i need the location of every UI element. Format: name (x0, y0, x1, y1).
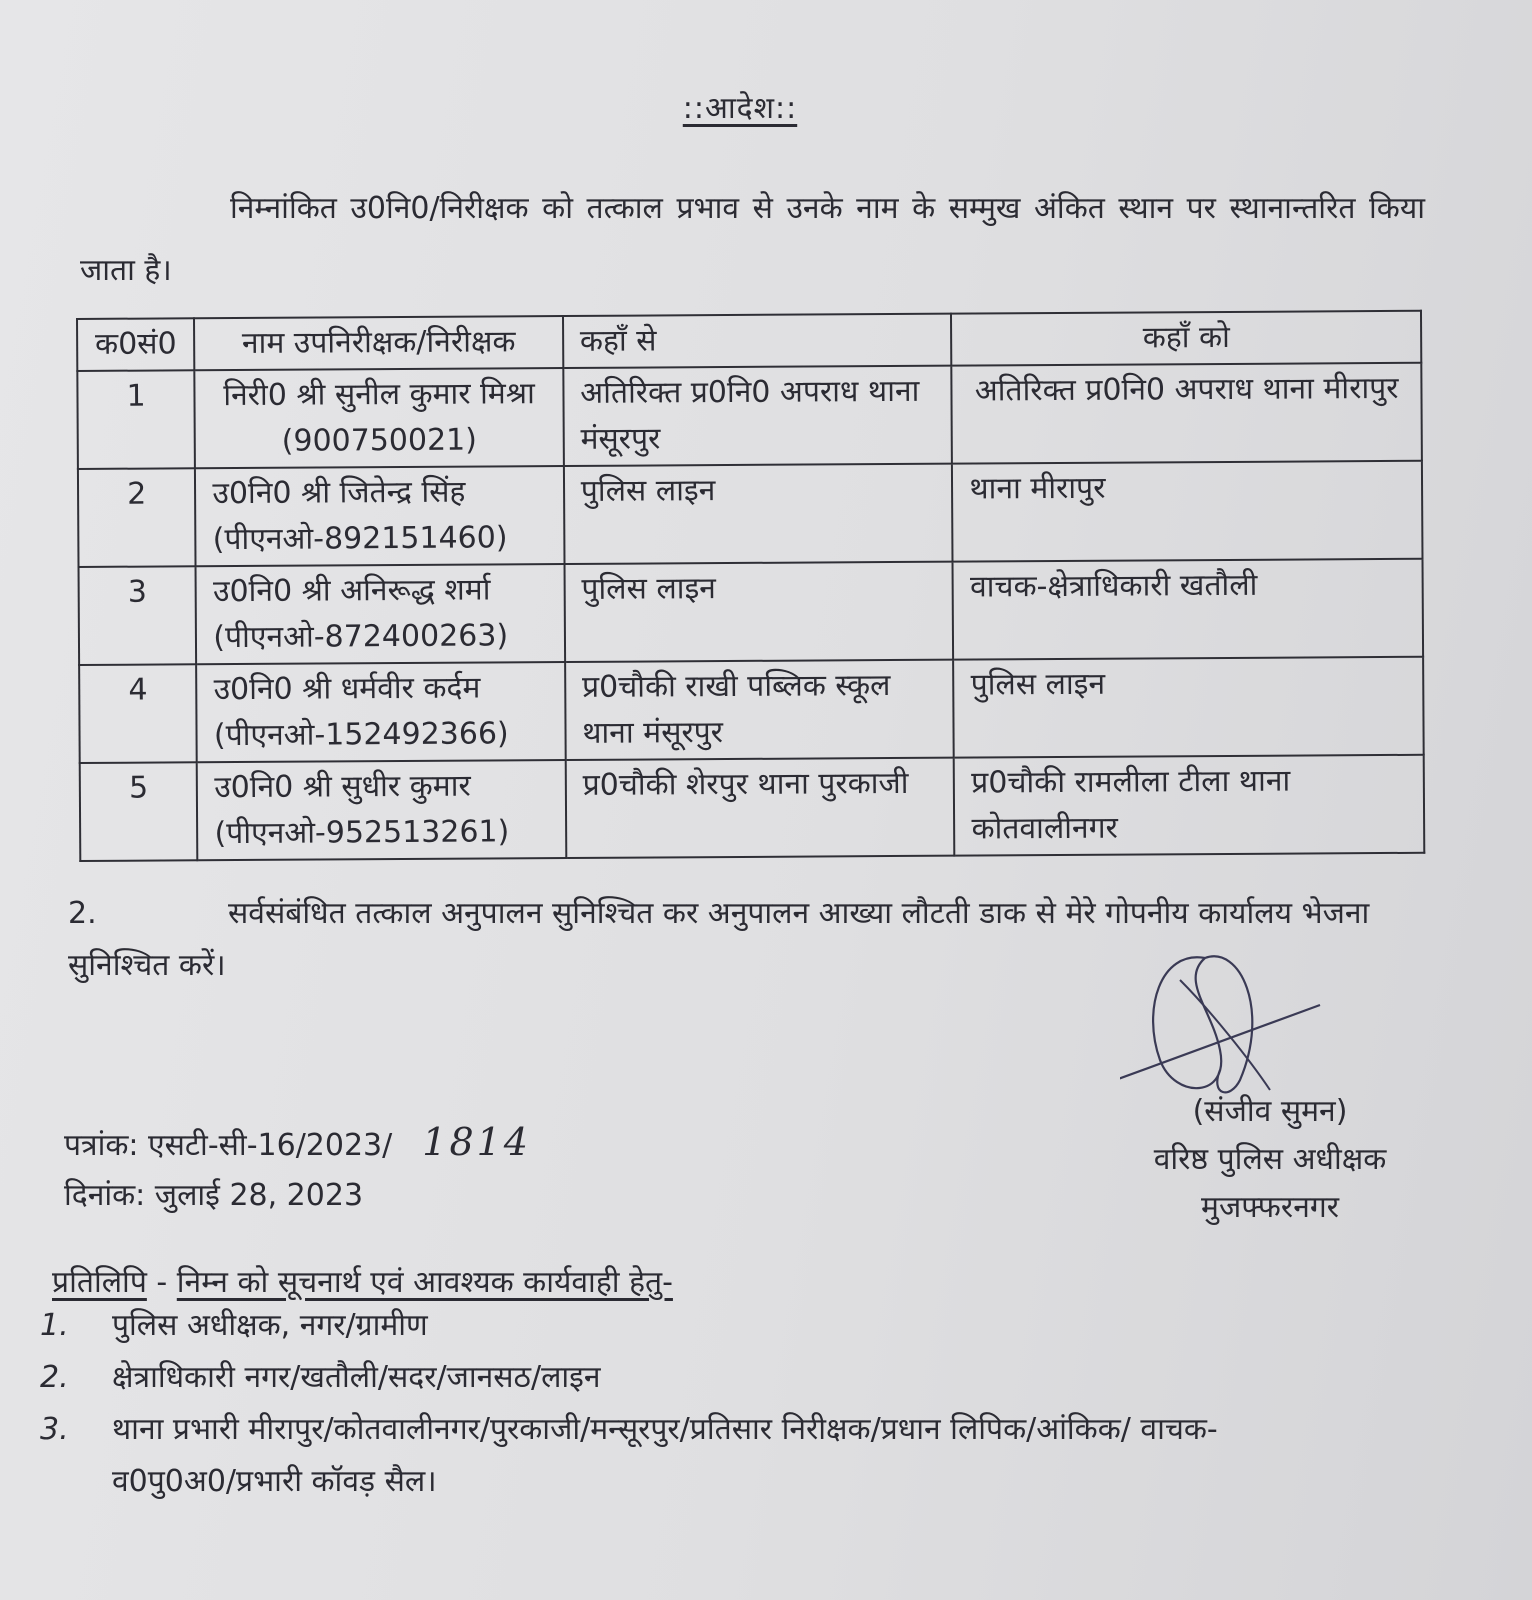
cell-from: प्र0चौकी राखी पब्लिक स्कूल थाना मंसूरपुर (565, 660, 954, 760)
letter-number (64, 1117, 531, 1171)
header-serial: क0सं0 (77, 318, 195, 371)
header-name: नाम उपनिरीक्षक/निरीक्षक (194, 316, 563, 370)
signature-icon (1120, 950, 1330, 1100)
table-row (80, 755, 1425, 861)
cell-serial: 3 (79, 566, 197, 665)
table-row (79, 559, 1424, 665)
copy-text: निम्न को सूचनार्थ एवं आवश्यक कार्यवाही हेतु- (176, 1265, 673, 1300)
cell-to: पुलिस लाइन (953, 657, 1423, 758)
officer-id: (पीएनओ-872400263) (213, 618, 509, 656)
officer-id: (पीएनओ-152492366) (213, 716, 509, 754)
list-item-text: क्षेत्राधिकारी नगर/खतौली/सदर/जानसठ/लाइन (112, 1360, 601, 1395)
officer-name: उ0नि0 श्री धर्मवीर कर्दम (213, 670, 481, 708)
handwritten-number: 1814 (422, 1120, 531, 1164)
officer-name: निरी0 श्री सुनील कुमार मिश्रा (223, 376, 535, 414)
header-from: कहॉं से (563, 314, 952, 368)
cell-name (197, 662, 566, 762)
transfer-table (76, 310, 1425, 862)
officer-id: (पीएनओ-952513261) (214, 814, 510, 852)
cell-from: प्र0चौकी शेरपुर थाना पुरकाजी (565, 758, 954, 858)
cell-serial: 4 (79, 664, 197, 763)
cell-serial: 5 (80, 762, 198, 861)
cell-from: पुलिस लाइन (564, 464, 953, 564)
cell-from: अतिरिक्त प्र0नि0 अपराध थाना मंसूरपुर (563, 366, 952, 466)
signatory-post: वरिष्ठ पुलिस अधीक्षक (1153, 1142, 1387, 1177)
officer-name: उ0नि0 श्री जितेन्द्र सिंह (212, 474, 466, 512)
order-title-text: ::आदेश:: (682, 91, 798, 126)
table-row (79, 657, 1424, 763)
list-item-number: 3. (40, 1412, 69, 1447)
intro-paragraph: निम्नांकित उ0नि0/निरीक्षक को तत्काल प्रभाव से उनके नाम के सम्मुख अंकित स्थान पर स्थानान्तरित किया जाता है। (80, 191, 1425, 288)
table-row (78, 461, 1423, 567)
cell-to: अतिरिक्त प्र0नि0 अपराध थाना मीरापुर (952, 363, 1422, 464)
cell-to: वाचक-क्षेत्राधिकारी खतौली (953, 559, 1423, 660)
list-item-number: 1. (40, 1308, 69, 1343)
paragraph-number: 2. (68, 896, 97, 931)
cell-serial: 2 (78, 468, 196, 567)
list-item (30, 1352, 1280, 1404)
cell-name (196, 564, 565, 664)
cell-name (195, 368, 564, 468)
compliance-text: सर्वसंबंधित तत्काल अनुपालन सुनिश्चित कर अनुपालन आख्या लौटती डाक से मेरे गोपनीय कार्यालय भेजना सुनिश्चित करें। (68, 896, 1370, 983)
cell-name (195, 466, 564, 566)
copy-label: प्रतिलिपि (52, 1265, 147, 1300)
list-item-text: थाना प्रभारी मीरापुर/कोतवालीनगर/पुरकाजी/मन्सूरपुर/प्रतिसार निरीक्षक/प्रधान लिपिक/आंकिक/ वाचक-व0पु0अ0/प्रभारी कॉवड़ सैल। (112, 1412, 1218, 1499)
officer-name: उ0नि0 श्री अनिरूद्ध शर्मा (212, 572, 491, 610)
order-title (0, 86, 1480, 127)
reference-block (64, 1117, 531, 1221)
signatory-block (1120, 1088, 1420, 1232)
signatory-name: (संजीव सुमन) (1192, 1094, 1348, 1129)
cell-name (197, 760, 566, 860)
list-item (30, 1300, 1280, 1352)
signatory-place: मुजफ्फरनगर (1201, 1190, 1339, 1225)
letter-date: दिनांक: जुलाई 28, 2023 (64, 1178, 364, 1213)
table-header-row (77, 311, 1421, 371)
list-item-text: पुलिस अधीक्षक, नगर/ग्रामीण (112, 1308, 428, 1343)
cell-from: पुलिस लाइन (564, 562, 953, 662)
copy-list (30, 1300, 1280, 1508)
officer-id: (900750021) (281, 422, 478, 459)
list-item (30, 1404, 1280, 1508)
officer-name: उ0नि0 श्री सुधीर कुमार (214, 768, 471, 806)
letter-number-text: पत्रांक: एसटी-सी-16/2023/ (64, 1128, 393, 1163)
header-to: कहॉं को (951, 311, 1421, 366)
cell-to: प्र0चौकी रामलीला टीला थाना कोतवालीनगर (954, 755, 1424, 856)
copy-separator: - (146, 1265, 177, 1300)
list-item-number: 2. (40, 1360, 69, 1395)
officer-id: (पीएनओ-892151460) (212, 520, 508, 558)
table-row (77, 363, 1422, 469)
cell-to: थाना मीरापुर (952, 461, 1422, 562)
cell-serial: 1 (77, 370, 195, 469)
